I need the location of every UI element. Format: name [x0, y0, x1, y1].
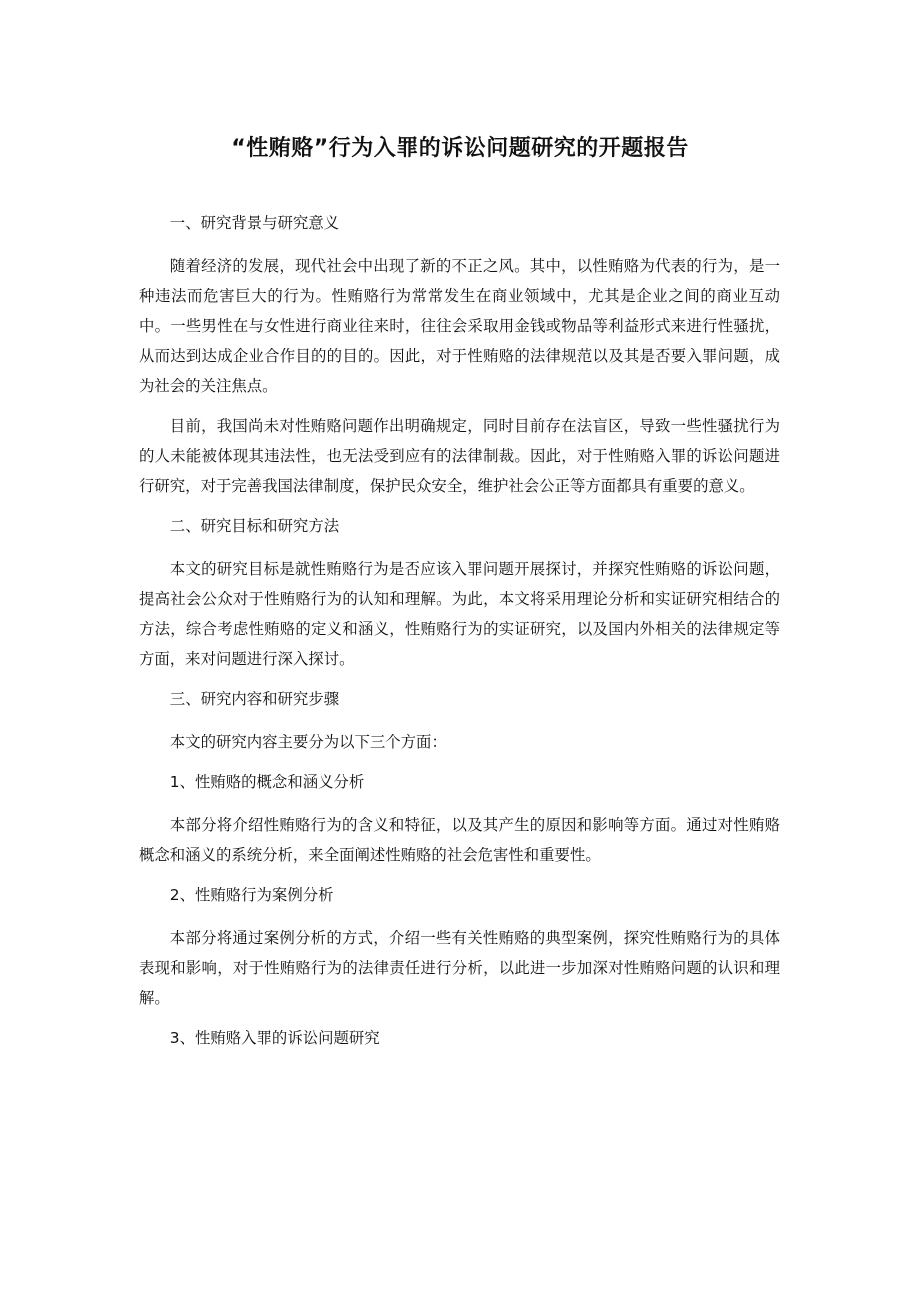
paragraph-background-2: 目前，我国尚未对性贿赂问题作出明确规定，同时目前存在法盲区，导致一些性骚扰行为的人未能被体现其违法性，也无法受到应有的法律制裁。因此，对于性贿赂入罪的诉讼问题进行研究，对于完善我国法律制度，保护民众安全，维护社会公正等方面都具有重要的意义。	[139, 417, 780, 495]
document-body	[139, 208, 780, 1066]
section-heading-objectives: 二、研究目标和研究方法	[169, 517, 340, 535]
document-title: “性贿赂”行为入罪的诉讼问题研究的开题报告	[231, 136, 689, 161]
paragraph-content-intro: 本文的研究内容主要分为以下三个方面：	[169, 733, 447, 751]
subsection-heading-3: 3、性贿赂入罪的诉讼问题研究	[169, 1029, 380, 1047]
section-heading-background: 一、研究背景与研究意义	[169, 214, 340, 232]
paragraph-background-1: 随着经济的发展，现代社会中出现了新的不正之风。其中，以性贿赂为代表的行为，是一种违法而危害巨大的行为。性贿赂行为常常发生在商业领域中，尤其是企业之间的商业互动中。一些男性在与女性进行商业往来时，往往会采取用金钱或物品等利益形式来进行性骚扰，从而达到达成企业合作目的的目的。因此，对于性贿赂的法律规范以及其是否要入罪问题，成为社会的关注焦点。	[139, 257, 780, 395]
paragraph-objectives: 本文的研究目标是就性贿赂行为是否应该入罪问题开展探讨，并探究性贿赂的诉讼问题，提高社会公众对于性贿赂行为的认知和理解。为此，本文将采用理论分析和实证研究相结合的方法，综合考虑性贿赂的定义和涵义，性贿赂行为的实证研究，以及国内外相关的法律规定等方面，来对问题进行深入探讨。	[139, 560, 780, 668]
paragraph-subsection-2: 本部分将通过案例分析的方式，介绍一些有关性贿赂的典型案例，探究性贿赂行为的具体表现和影响，对于性贿赂行为的法律责任进行分析，以此进一步加深对性贿赂问题的认识和理解。	[139, 929, 780, 1007]
subsection-heading-2: 2、性贿赂行为案例分析	[169, 886, 334, 904]
section-heading-content: 三、研究内容和研究步骤	[169, 690, 340, 708]
subsection-heading-1: 1、性贿赂的概念和涵义分析	[169, 773, 365, 791]
paragraph-subsection-1: 本部分将介绍性贿赂行为的含义和特征，以及其产生的原因和影响等方面。通过对性贿赂概念和涵义的系统分析，来全面阐述性贿赂的社会危害性和重要性。	[139, 816, 780, 864]
